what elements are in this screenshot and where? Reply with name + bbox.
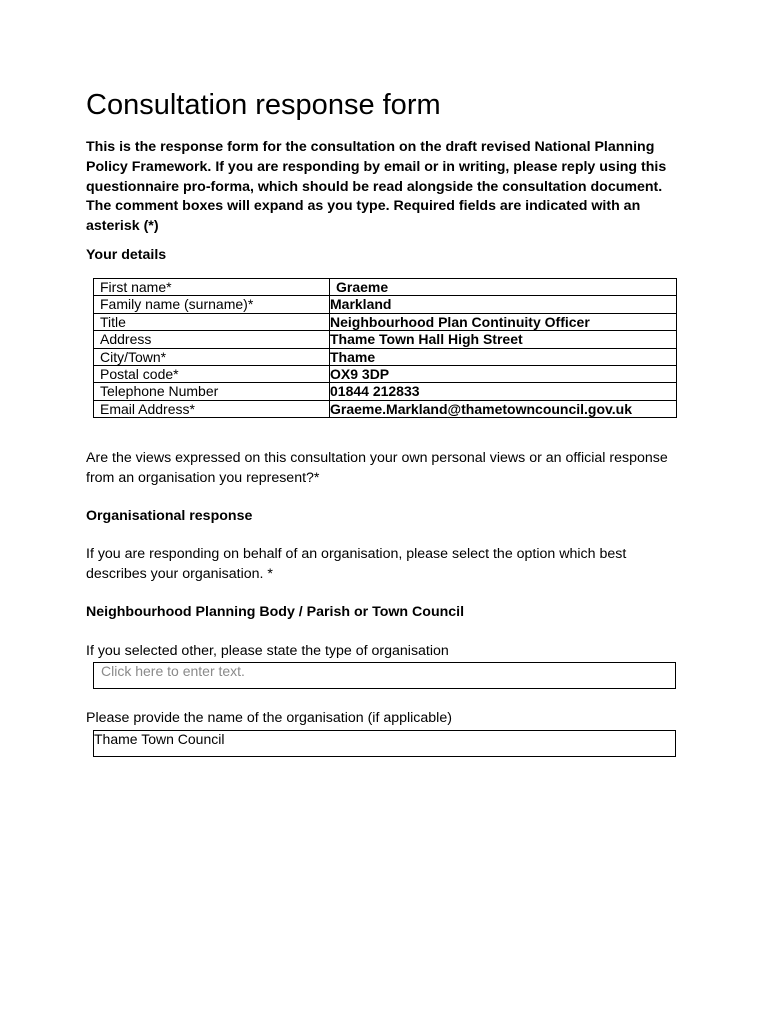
table-row <box>94 366 677 383</box>
email-label: Email Address* <box>94 400 330 417</box>
your-details-table <box>93 278 677 418</box>
organisation-name-label: Please provide the name of the organisation (if applicable) <box>86 710 452 726</box>
intro-paragraph: This is the response form for the consultation on the draft revised National Planning Policy Framework. If you are responding by email or in writing, please reply using this questionnaire pro-forma, which should be read alongside the consultation document. The comment boxes will expand as you type. Required fields are indicated with an asterisk (*) <box>86 139 667 235</box>
title-value[interactable]: Neighbourhood Plan Continuity Officer <box>330 313 677 330</box>
views-question: Are the views expressed on this consultation your own personal views or an official response from an organisation you represent?* <box>86 450 668 486</box>
organisational-response-heading: Organisational response <box>86 508 253 524</box>
email-value[interactable]: Graeme.Markland@thametowncouncil.gov.uk <box>330 400 677 417</box>
table-row <box>94 348 677 365</box>
title-label: Title <box>94 313 330 330</box>
first-name-label: First name* <box>94 279 330 296</box>
page-title: Consultation response form <box>86 89 441 121</box>
table-row <box>94 313 677 330</box>
table-row <box>94 296 677 313</box>
other-type-input[interactable]: Click here to enter text. <box>93 662 676 689</box>
table-row <box>94 400 677 417</box>
city-town-value[interactable]: Thame <box>330 348 677 365</box>
city-town-label: City/Town* <box>94 348 330 365</box>
postal-code-label: Postal code* <box>94 366 330 383</box>
table-row <box>94 383 677 400</box>
telephone-value[interactable]: 01844 212833 <box>330 383 677 400</box>
family-name-label: Family name (surname)* <box>94 296 330 313</box>
organisation-type-question: If you are responding on behalf of an organisation, please select the option which best describes your organisation. * <box>86 546 627 582</box>
organisation-name-input[interactable]: Thame Town Council <box>93 730 676 757</box>
selected-organisation-type[interactable]: Neighbourhood Planning Body / Parish or Town Council <box>86 604 465 620</box>
address-label: Address <box>94 331 330 348</box>
table-row <box>94 331 677 348</box>
table-row <box>94 279 677 296</box>
your-details-heading: Your details <box>86 247 167 263</box>
telephone-label: Telephone Number <box>94 383 330 400</box>
family-name-value[interactable]: Markland <box>330 296 677 313</box>
address-value[interactable]: Thame Town Hall High Street <box>330 331 677 348</box>
first-name-value[interactable]: Graeme <box>330 279 677 296</box>
other-type-label: If you selected other, please state the type of organisation <box>86 643 449 659</box>
postal-code-value[interactable]: OX9 3DP <box>330 366 677 383</box>
